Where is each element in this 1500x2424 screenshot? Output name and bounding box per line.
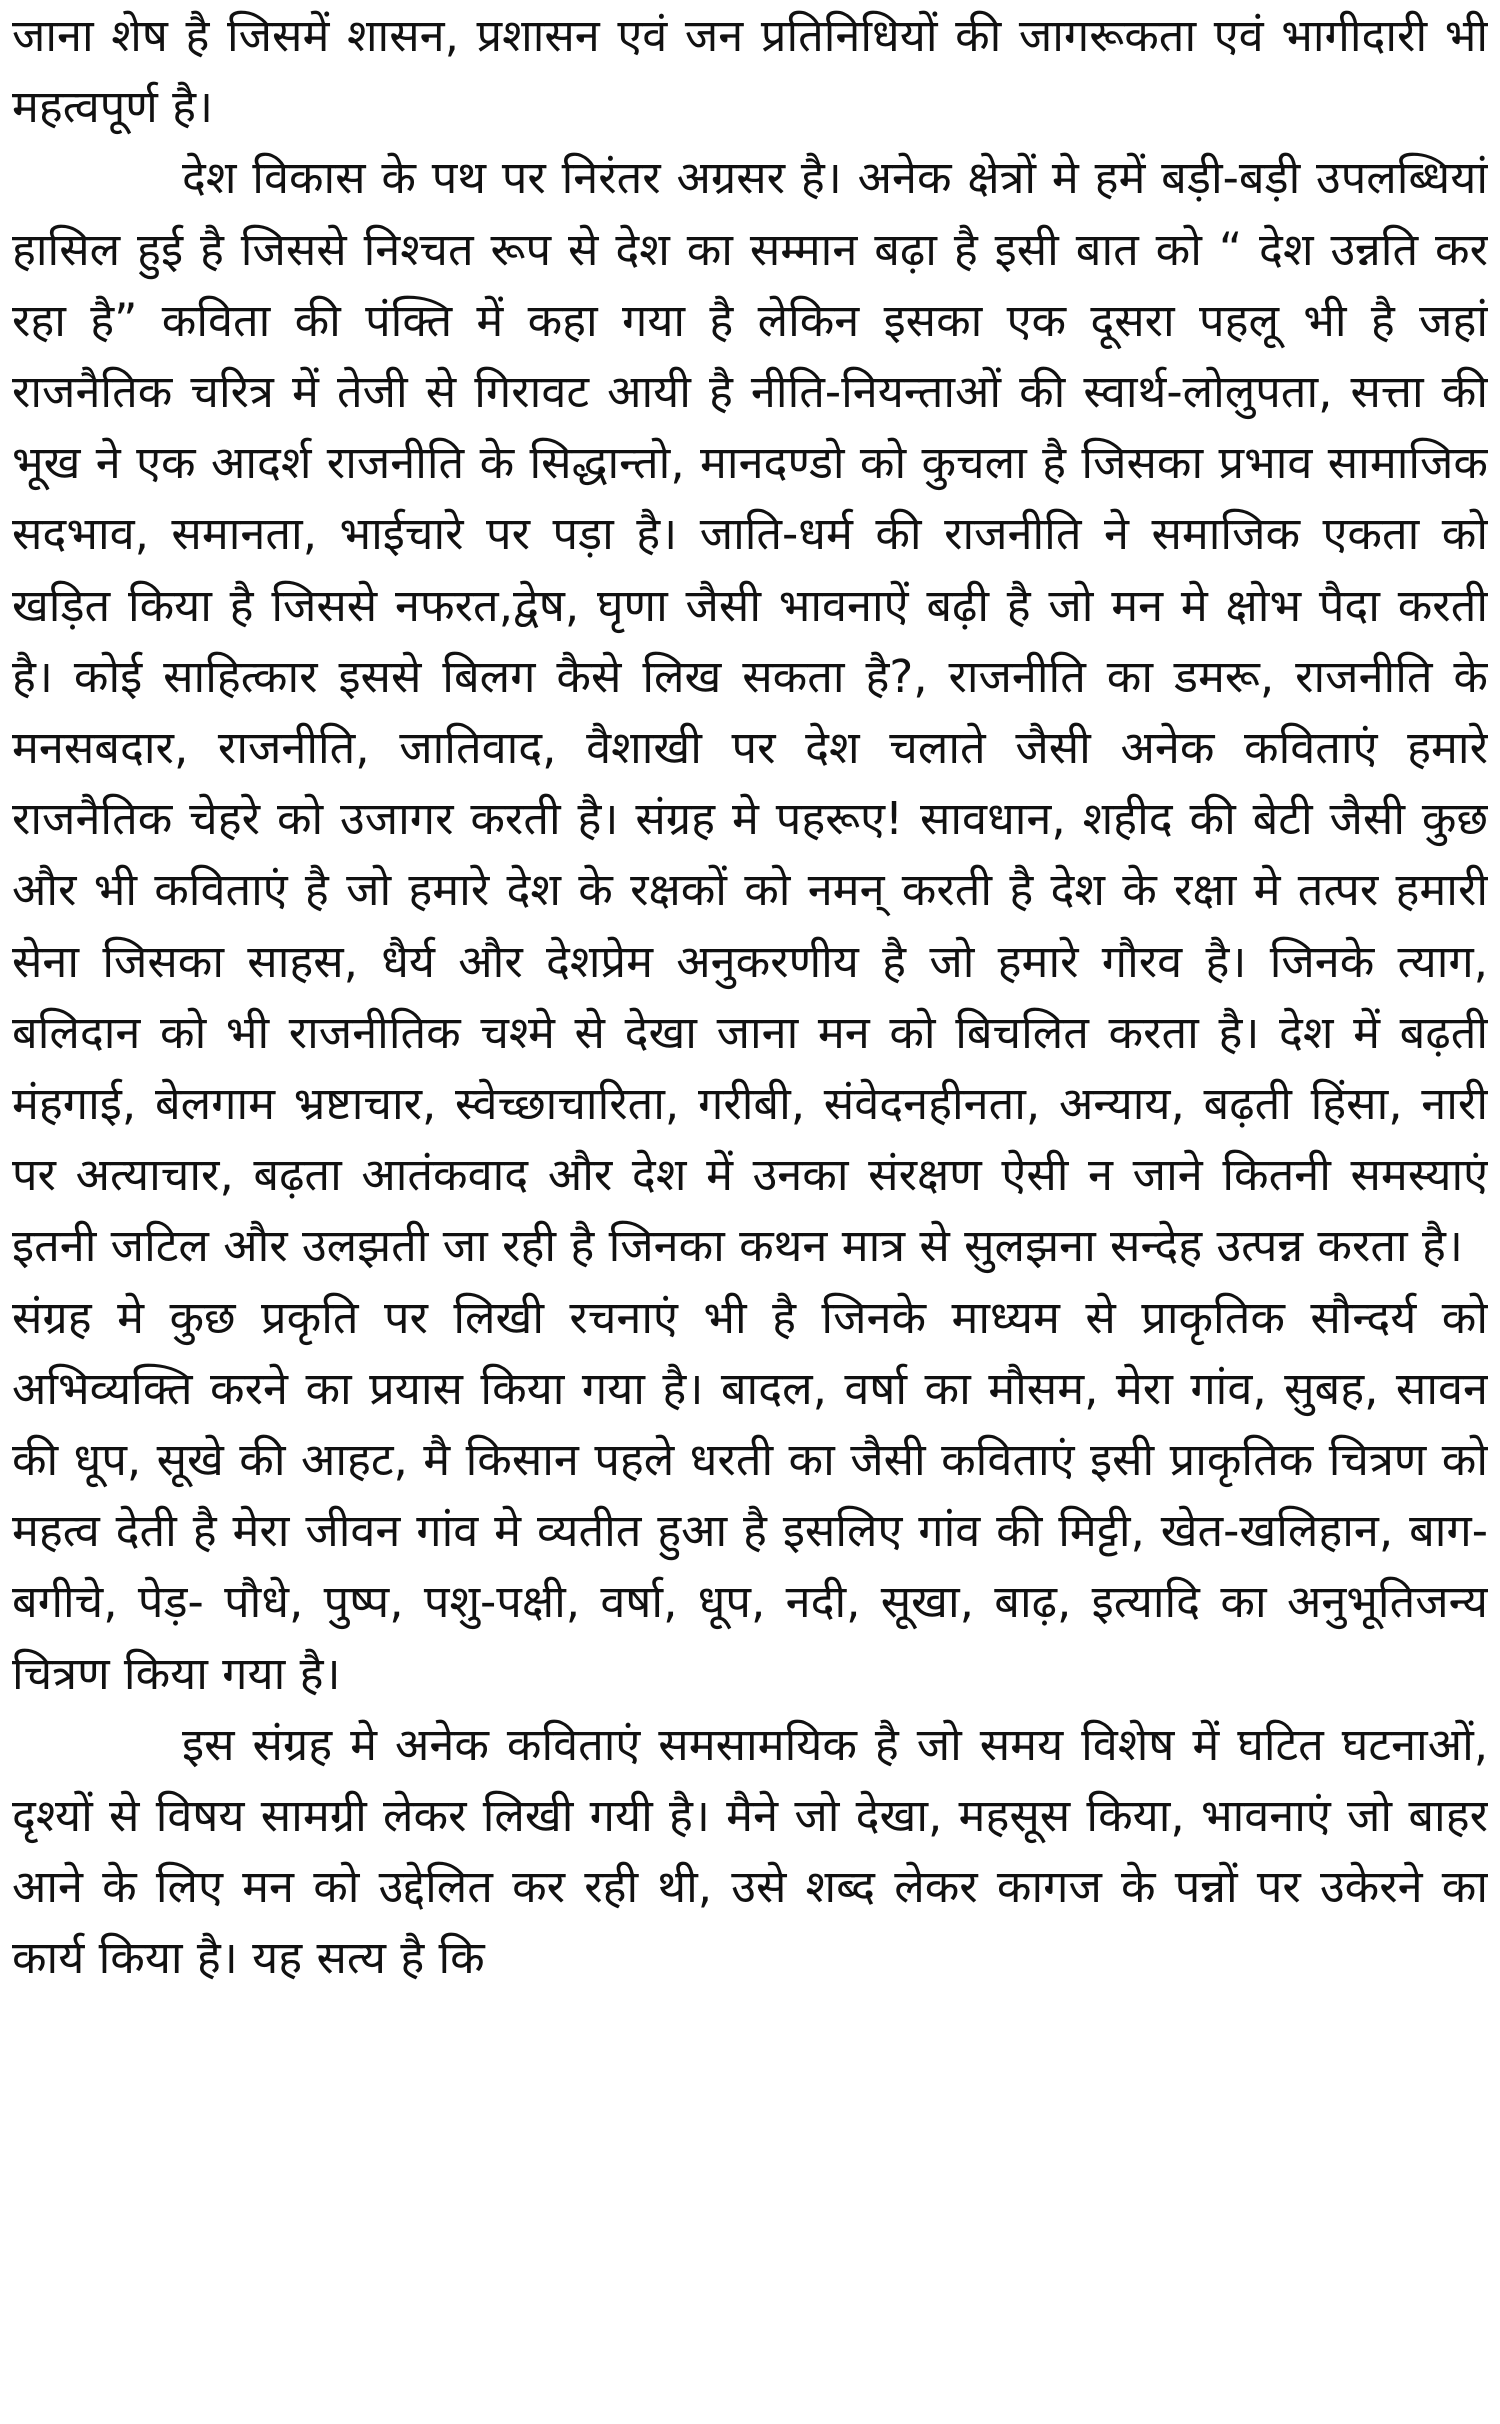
paragraph-3: संग्रह मे कुछ प्रकृति पर लिखी रचनाएं भी है जिनके माध्यम से प्राकृतिक सौन्दर्य को अभिव्यक्ति करने का प्रयास किया गया है। बादल, वर्षा का मौसम, मेरा गांव, सुबह, सावन की धूप, सूखे की आहट, मै किसान पहले धरती का जैसी कविताएं इसी प्राकृतिक चित्रण को महत्व देती है मेरा जीवन गांव मे व्यतीत हुआ है इसलिए गांव की मिट्टी, खेत-खलिहान, बाग-बगीचे, पेड़- पौधे, पुष्प, पशु-पक्षी, वर्षा, धूप, नदी, सूखा, बाढ़, इत्यादि का अनुभूतिजन्य चित्रण किया गया है।	[12, 1290, 1488, 1700]
paragraph-1: जाना शेष है जिसमें शासन, प्रशासन एवं जन प्रतिनिधियों की जागरूकता एवं भागीदारी भी महत्वपूर्ण है।	[12, 9, 1488, 134]
paragraph-2: देश विकास के पथ पर निरंतर अग्रसर है। अनेक क्षेत्रों मे हमें बड़ी-बड़ी उपलब्धियां हासिल हुई है जिससे निश्चत रूप से देश का सम्मान बढ़ा है इसी बात को “ देश उन्नति कर रहा है” कविता की पंक्ति में कहा गया है लेकिन इसका एक दूसरा पहलू भी है जहां राजनैतिक चरित्र में तेजी से गिरावट आयी है नीति-नियन्ताओं की स्वार्थ-लोलुपता, सत्ता की भूख ने एक आदर्श राजनीति के सिद्धान्तो, मानदण्डो को कुचला है जिसका प्रभाव सामाजिक सदभाव, समानता, भाईचारे पर पड़ा है। जाति-धर्म की राजनीति ने समाजिक एकता को खड़ित किया है जिससे नफरत,द्वेष, घृणा जैसी भावनाऐं बढ़ी है जो मन मे क्षोभ पैदा करती है। कोई साहित्कार इससे बिलग कैसे लिख सकता है?, राजनीति का डमरू, राजनीति के मनसबदार, राजनीति, जातिवाद, वैशाखी पर देश चलाते जैसी अनेक कविताएं हमारे राजनैतिक चेहरे को उजागर करती है। संग्रह मे पहरूए! सावधान, शहीद की बेटी जैसी कुछ और भी कविताएं है जो हमारे देश के रक्षकों को नमन् करती है देश के रक्षा मे तत्पर हमारी सेना जिसका साहस, धैर्य और देशप्रेम अनुकरणीय है जो हमारे गौरव है। जिनके त्याग, बलिदान को भी राजनीतिक चश्मे से देखा जाना मन को बिचलित करता है। देश में बढ़ती मंहगाई, बेलगाम भ्रष्टाचार, स्वेच्छाचारिता, गरीबी, संवेदनहीनता, अन्याय, बढ़ती हिंसा, नारी पर अत्याचार, बढ़ता आतंकवाद और देश में उनका संरक्षण ऐसी न जाने कितनी समस्याएं इतनी जटिल और उलझती जा रही है जिनका कथन मात्र से सुलझना सन्देह उत्पन्न करता है।	[12, 151, 1488, 1273]
document-page	[12, 0, 1488, 2424]
paragraph-4: इस संग्रह मे अनेक कविताएं समसामयिक है जो समय विशेष में घटित घटनाओं, दृश्यों से विषय सामग्री लेकर लिखी गयी है। मैने जो देखा, महसूस किया, भावनाएं जो बाहर आने के लिए मन को उद्देलित कर रही थी, उसे शब्द लेकर कागज के पन्नों पर उकेरने का कार्य किया है। यह सत्य है कि	[12, 1717, 1488, 1985]
